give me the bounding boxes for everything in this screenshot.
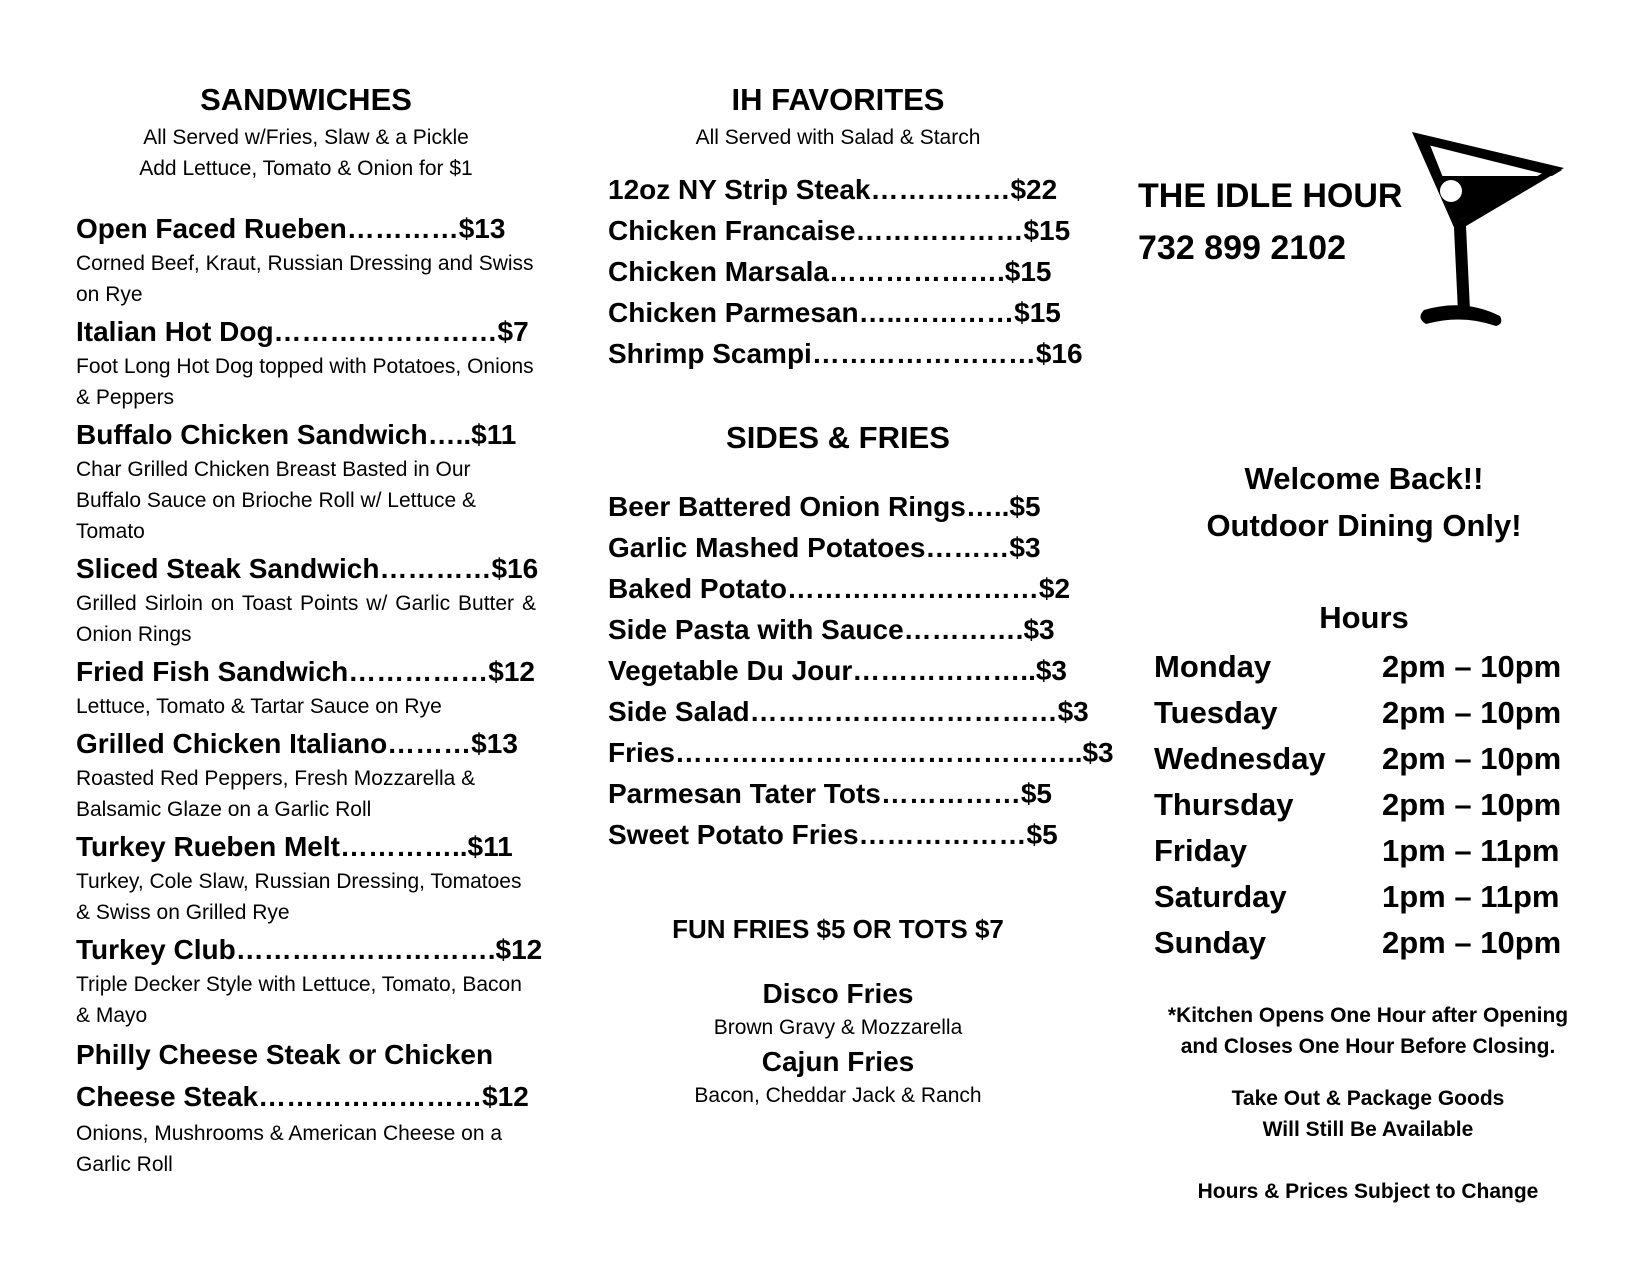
sides-list — [608, 486, 1114, 855]
restaurant-name: THE IDLE HOUR — [1138, 177, 1403, 215]
welcome-block — [1148, 455, 1580, 549]
menu-item: Side Pasta with Sauce………….$3 — [608, 614, 1055, 645]
hours-day: Thursday — [1154, 787, 1294, 822]
menu-item-name: Turkey Club……………………….$12 — [76, 934, 543, 965]
fun-item-desc: Brown Gravy & Mozzarella — [713, 1016, 963, 1039]
menu-item-name: Philly Cheese Steak or Chicken — [76, 1039, 494, 1070]
menu-item: Chicken Francaise………………$15 — [608, 215, 1071, 246]
hours-day: Friday — [1154, 833, 1248, 868]
hours-row — [1154, 920, 1561, 966]
welcome-line: Welcome Back!! — [1244, 461, 1484, 496]
fun-fries-title: FUN FRIES $5 OR TOTS $7 — [672, 914, 1004, 944]
hours-table — [1154, 644, 1561, 966]
martini-glass-icon — [1404, 128, 1574, 348]
favorites-title: IH FAVORITES — [731, 82, 945, 117]
menu-item-name: Cheese Steak……………………$12 — [76, 1081, 529, 1112]
favorites-subtitle: All Served with Salad & Starch — [695, 126, 981, 149]
hours-time: 2pm – 10pm — [1382, 787, 1562, 822]
hours-time: 2pm – 10pm — [1382, 925, 1562, 960]
menu-item-desc: Foot Long Hot Dog topped with Potatoes, Onions & Peppers — [76, 355, 534, 409]
menu-item: Parmesan Tater Tots……………$5 — [608, 778, 1052, 809]
outdoor-dining-line: Outdoor Dining Only! — [1206, 508, 1522, 543]
fun-item-name: Disco Fries — [762, 978, 914, 1009]
menu-item-desc: Char Grilled Chicken Breast Basted in Our Buffalo Sauce on Brioche Roll w/ Lettuce & Tomato — [76, 458, 477, 543]
menu-item-desc: Onions, Mushrooms & American Cheese on a Garlic Roll — [76, 1122, 503, 1176]
hours-row — [1154, 736, 1561, 782]
hours-title: Hours — [1319, 600, 1409, 635]
menu-item-desc: Roasted Red Peppers, Fresh Mozzarella & Balsamic Glaze on a Garlic Roll — [76, 767, 476, 821]
menu-item-desc: Corned Beef, Kraut, Russian Dressing and Swiss on Rye — [76, 252, 534, 306]
takeout-note-line-2: Will Still Be Available — [1262, 1118, 1474, 1141]
menu-item: Shrimp Scampi……………………$16 — [608, 338, 1083, 369]
hours-time: 1pm – 11pm — [1382, 833, 1560, 868]
hours-time: 1pm – 11pm — [1382, 879, 1560, 914]
hours-row — [1154, 782, 1561, 828]
menu-item-name: Grilled Chicken Italiano………$13 — [76, 728, 518, 759]
menu-item-desc: Triple Decker Style with Lettuce, Tomato, Bacon & Mayo — [76, 973, 522, 1027]
sandwiches-subtitle-1: All Served w/Fries, Slaw & a Pickle — [143, 126, 469, 149]
hours-row — [1154, 828, 1561, 874]
menu-item: Garlic Mashed Potatoes………$3 — [608, 532, 1041, 563]
hours-day: Sunday — [1154, 925, 1266, 960]
favorites-list — [608, 169, 1083, 374]
menu-item: Side Salad……………………………$3 — [608, 696, 1089, 727]
sandwiches-subtitle-2: Add Lettuce, Tomato & Onion for $1 — [139, 157, 473, 180]
hours-time: 2pm – 10pm — [1382, 695, 1562, 730]
menu-item-desc: Grilled Sirloin on Toast Points w/ Garlic Butter & Onion Rings — [76, 592, 536, 646]
favorites-section — [608, 78, 1114, 1111]
menu-item: Chicken Marsala……………….$15 — [608, 256, 1052, 287]
fun-item-name: Cajun Fries — [761, 1046, 915, 1077]
menu-item: Sweet Potato Fries………………$5 — [608, 819, 1058, 850]
menu-item: Chicken Parmesan…..…………$15 — [608, 297, 1061, 328]
menu-item-name: Sliced Steak Sandwich…………$16 — [76, 553, 539, 584]
hours-row — [1154, 874, 1561, 920]
kitchen-note-line-2: and Closes One Hour Before Closing. — [1180, 1035, 1556, 1058]
menu-item-name: Buffalo Chicken Sandwich…..$11 — [76, 419, 517, 450]
fun-item-desc: Bacon, Cheddar Jack & Ranch — [694, 1084, 982, 1107]
takeout-note-line-1: Take Out & Package Goods — [1231, 1087, 1505, 1110]
menu-item-name: Open Faced Rueben…………$13 — [76, 213, 506, 244]
sandwiches-section — [76, 78, 543, 1183]
menu-item: Baked Potato………………………$2 — [608, 573, 1071, 604]
sides-title: SIDES & FRIES — [726, 420, 950, 455]
menu-item-desc: Turkey, Cole Slaw, Russian Dressing, Tomatoes & Swiss on Grilled Rye — [76, 870, 522, 924]
menu-item: Vegetable Du Jour………………..$3 — [608, 655, 1067, 686]
menu-item-desc: Lettuce, Tomato & Tartar Sauce on Rye — [76, 695, 442, 718]
menu-item-name: Turkey Rueben Melt…………..$11 — [76, 831, 513, 862]
menu-item: Fries……………………………………..$3 — [608, 737, 1114, 768]
menu-item-name: Fried Fish Sandwich……………$12 — [76, 656, 535, 687]
hours-day: Monday — [1154, 649, 1272, 684]
hours-day: Wednesday — [1154, 741, 1326, 776]
disclaimer: Hours & Prices Subject to Change — [1197, 1180, 1539, 1203]
menu-item: Beer Battered Onion Rings…..$5 — [608, 491, 1041, 522]
hours-time: 2pm – 10pm — [1382, 741, 1562, 776]
hours-day: Tuesday — [1154, 695, 1278, 730]
sandwiches-title: SANDWICHES — [200, 82, 412, 117]
hours-time: 2pm – 10pm — [1382, 649, 1562, 684]
kitchen-note-line-1: *Kitchen Opens One Hour after Opening — [1167, 1004, 1569, 1027]
brand-block — [1138, 170, 1402, 274]
hours-row — [1154, 690, 1561, 736]
menu-item: 12oz NY Strip Steak……………$22 — [608, 174, 1058, 205]
hours-day: Saturday — [1154, 879, 1287, 914]
phone-number: 732 899 2102 — [1138, 229, 1346, 267]
menu-item-name: Italian Hot Dog……………………$7 — [76, 316, 529, 347]
hours-row — [1154, 644, 1561, 690]
